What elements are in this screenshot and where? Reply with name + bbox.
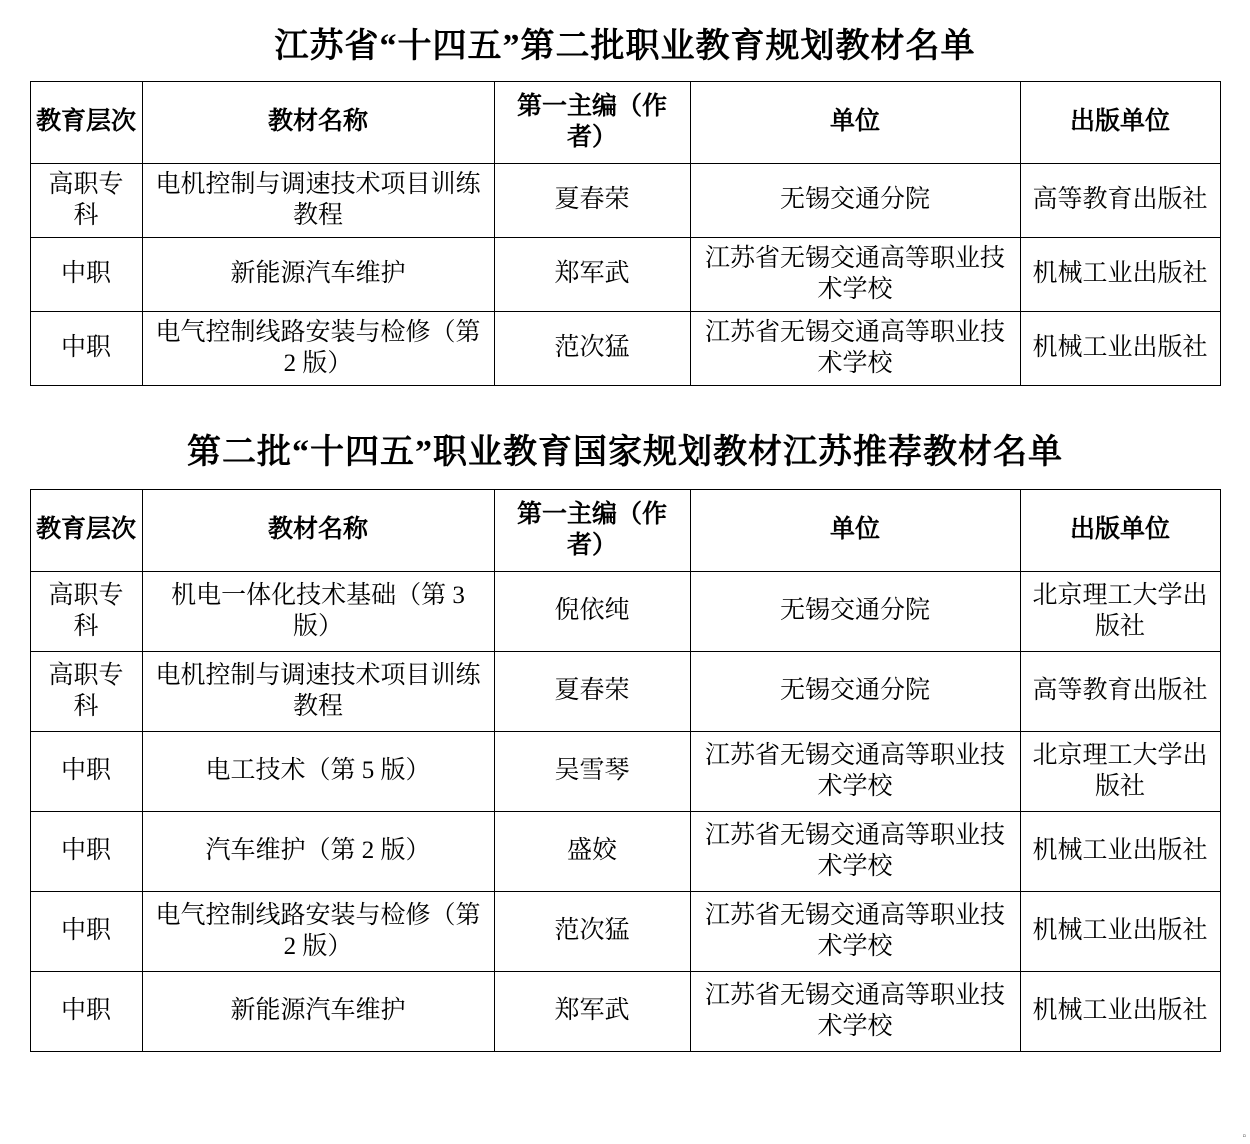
cell-author: 倪依纯	[494, 572, 690, 652]
cell-level: 高职专科	[30, 164, 142, 238]
cell-author: 范次猛	[494, 892, 690, 972]
column-header-author: 第一主编（作者）	[494, 490, 690, 572]
column-header-publisher: 出版单位	[1020, 490, 1220, 572]
cell-author: 郑军武	[494, 972, 690, 1052]
cell-publisher: 机械工业出版社	[1020, 238, 1220, 312]
column-header-level: 教育层次	[30, 82, 142, 164]
cell-publisher: 高等教育出版社	[1020, 652, 1220, 732]
cell-unit: 江苏省无锡交通高等职业技术学校	[690, 972, 1020, 1052]
table-row	[30, 732, 1220, 812]
cell-level: 中职	[30, 238, 142, 312]
cell-author: 夏春荣	[494, 652, 690, 732]
cell-author: 吴雪琴	[494, 732, 690, 812]
cell-name: 电工技术（第 5 版）	[142, 732, 494, 812]
column-header-name: 教材名称	[142, 490, 494, 572]
cell-unit: 无锡交通分院	[690, 572, 1020, 652]
cell-name: 电机控制与调速技术项目训练教程	[142, 164, 494, 238]
cell-level: 高职专科	[30, 652, 142, 732]
cell-publisher: 高等教育出版社	[1020, 164, 1220, 238]
cell-publisher: 机械工业出版社	[1020, 892, 1220, 972]
cell-name: 电机控制与调速技术项目训练教程	[142, 652, 494, 732]
cell-publisher: 北京理工大学出版社	[1020, 572, 1220, 652]
cell-name: 新能源汽车维护	[142, 972, 494, 1052]
table-header-1	[30, 82, 1220, 164]
column-header-publisher: 出版单位	[1020, 82, 1220, 164]
cell-unit: 无锡交通分院	[690, 652, 1020, 732]
column-header-author: 第一主编（作者）	[494, 82, 690, 164]
table-row	[30, 652, 1220, 732]
table-row	[30, 164, 1220, 238]
cell-name: 汽车维护（第 2 版）	[142, 812, 494, 892]
cell-level: 中职	[30, 892, 142, 972]
cell-level: 中职	[30, 812, 142, 892]
cell-author: 范次猛	[494, 312, 690, 386]
table-header-row	[30, 490, 1220, 572]
cell-level: 中职	[30, 972, 142, 1052]
table-row	[30, 812, 1220, 892]
table-header-row	[30, 82, 1220, 164]
table-body-1	[30, 164, 1220, 386]
textbook-list-table-2	[30, 489, 1221, 1052]
cell-unit: 江苏省无锡交通高等职业技术学校	[690, 812, 1020, 892]
cell-unit: 江苏省无锡交通高等职业技术学校	[690, 238, 1020, 312]
cell-publisher: 机械工业出版社	[1020, 972, 1220, 1052]
textbook-list-table-1	[30, 81, 1221, 386]
column-header-level: 教育层次	[30, 490, 142, 572]
table-row	[30, 972, 1220, 1052]
cell-publisher: 机械工业出版社	[1020, 312, 1220, 386]
cell-level: 中职	[30, 732, 142, 812]
cell-unit: 无锡交通分院	[690, 164, 1020, 238]
table-body-2	[30, 572, 1220, 1052]
table-header-2	[30, 490, 1220, 572]
cell-name: 新能源汽车维护	[142, 238, 494, 312]
page-corner-mark: ▫	[1242, 1131, 1246, 1142]
cell-name: 机电一体化技术基础（第 3 版）	[142, 572, 494, 652]
page-title-1: 江苏省“十四五”第二批职业教育规划教材名单	[274, 28, 976, 65]
column-header-name: 教材名称	[142, 82, 494, 164]
cell-name: 电气控制线路安装与检修（第 2 版）	[142, 892, 494, 972]
cell-author: 夏春荣	[494, 164, 690, 238]
cell-author: 郑军武	[494, 238, 690, 312]
table-row	[30, 892, 1220, 972]
cell-author: 盛姣	[494, 812, 690, 892]
column-header-unit: 单位	[690, 490, 1020, 572]
cell-name: 电气控制线路安装与检修（第 2 版）	[142, 312, 494, 386]
page-title-2: 第二批“十四五”职业教育国家规划教材江苏推荐教材名单	[187, 434, 1063, 471]
table-row	[30, 312, 1220, 386]
table-row	[30, 572, 1220, 652]
cell-unit: 江苏省无锡交通高等职业技术学校	[690, 892, 1020, 972]
cell-publisher: 机械工业出版社	[1020, 812, 1220, 892]
cell-level: 中职	[30, 312, 142, 386]
cell-unit: 江苏省无锡交通高等职业技术学校	[690, 312, 1020, 386]
table-row	[30, 238, 1220, 312]
column-header-unit: 单位	[690, 82, 1020, 164]
cell-level: 高职专科	[30, 572, 142, 652]
cell-publisher: 北京理工大学出版社	[1020, 732, 1220, 812]
cell-unit: 江苏省无锡交通高等职业技术学校	[690, 732, 1020, 812]
